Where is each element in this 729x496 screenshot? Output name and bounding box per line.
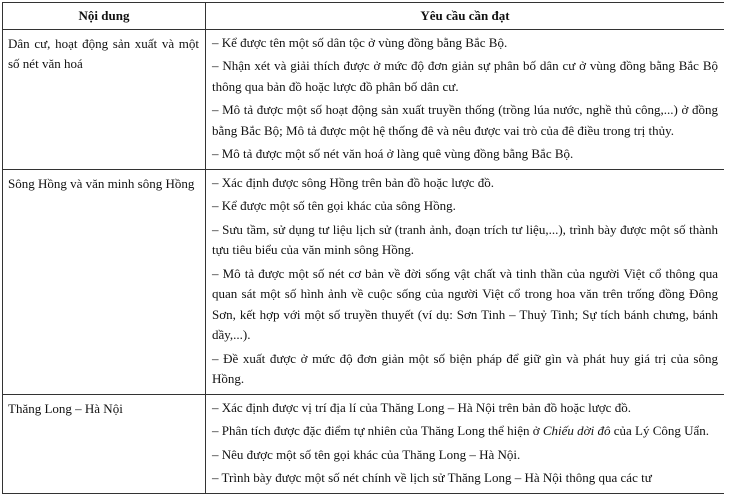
requirement-item: – Kể được tên một số dân tộc ở vùng đồng bằng Bắc Bộ. (212, 34, 508, 50)
requirement-item: – Trình bày được một số nét chính về lịch sử Thăng Long – Hà Nội thông qua các tư (212, 470, 652, 485)
requirement-emphasis: Chiếu dời đô (542, 423, 611, 438)
table-row (3, 29, 725, 169)
requirement-item: – Kể được một số tên gọi khác của sông Hồng. (212, 198, 456, 213)
requirement-item: – Xác định được sông Hồng trên bản đồ hoặc lược đồ. (212, 174, 495, 190)
header-content: Nội dung (3, 3, 206, 30)
requirement-item: – Đề xuất được ở mức độ đơn giản một số biện pháp để giữ gìn và phát huy giá trị của sông Hồng. (212, 350, 718, 386)
row-topic: Dân cư, hoạt động sản xuất và một số nét văn hoá (3, 29, 206, 169)
header-requirements: Yêu cầu cần đạt (206, 3, 725, 30)
row-requirements (206, 394, 725, 493)
row-topic: Sông Hồng và văn minh sông Hồng (3, 169, 206, 394)
table-row (3, 169, 725, 394)
requirement-item: – Sưu tầm, sử dụng tư liệu lịch sử (tranh ảnh, đoạn trích tư liệu,...), trình bày được một số thành tựu tiêu biểu của văn minh sông Hồng. (212, 221, 718, 257)
document-page (2, 2, 724, 496)
requirement-item: – Mô tả được một số nét cơ bản về đời sống vật chất và tinh thần của người Việt cổ thông qua quan sát một số hình ảnh về cuộc sống của người Việt cổ trong hoa văn trên trống đồng Đông Sơn, kết hợp với một số truyền thuyết (ví dụ: Sơn Tinh – Thuỷ Tinh; Sự tích bánh chưng, bánh dầy,...). (212, 265, 718, 342)
curriculum-table (2, 2, 724, 494)
requirement-text: của Lý Công Uẩn. (610, 423, 710, 438)
requirement-item: – Xác định được vị trí địa lí của Thăng Long – Hà Nội trên bản đồ hoặc lược đồ. (212, 399, 631, 415)
table-row (3, 394, 725, 493)
requirement-item: – Mô tả được một số nét văn hoá ở làng quê vùng đồng bằng Bắc Bộ. (212, 146, 574, 161)
row-requirements (206, 29, 725, 169)
requirement-text: – Phân tích được đặc điểm tự nhiên của Thăng Long thể hiện ở (212, 423, 543, 438)
requirement-item: – Mô tả được một số hoạt động sản xuất truyền thống (trồng lúa nước, nghề thủ công,...) ở đồng bằng Bắc Bộ; Mô tả được một hệ thống đê và nêu được vai trò của đê điều trong trị thủy. (212, 102, 718, 138)
row-topic: Thăng Long – Hà Nội (3, 394, 206, 493)
row-requirements (206, 169, 725, 394)
table-header-row (3, 3, 725, 30)
requirement-item: – Nêu được một số tên gọi khác của Thăng Long – Hà Nội. (212, 446, 521, 462)
requirement-item: – Nhận xét và giải thích được ở mức độ đơn giản sự phân bố dân cư ở vùng đồng bằng Bắc Bộ thông qua bản đồ hoặc lược đồ phân bố dân cư. (212, 58, 718, 94)
requirement-item (212, 420, 718, 444)
